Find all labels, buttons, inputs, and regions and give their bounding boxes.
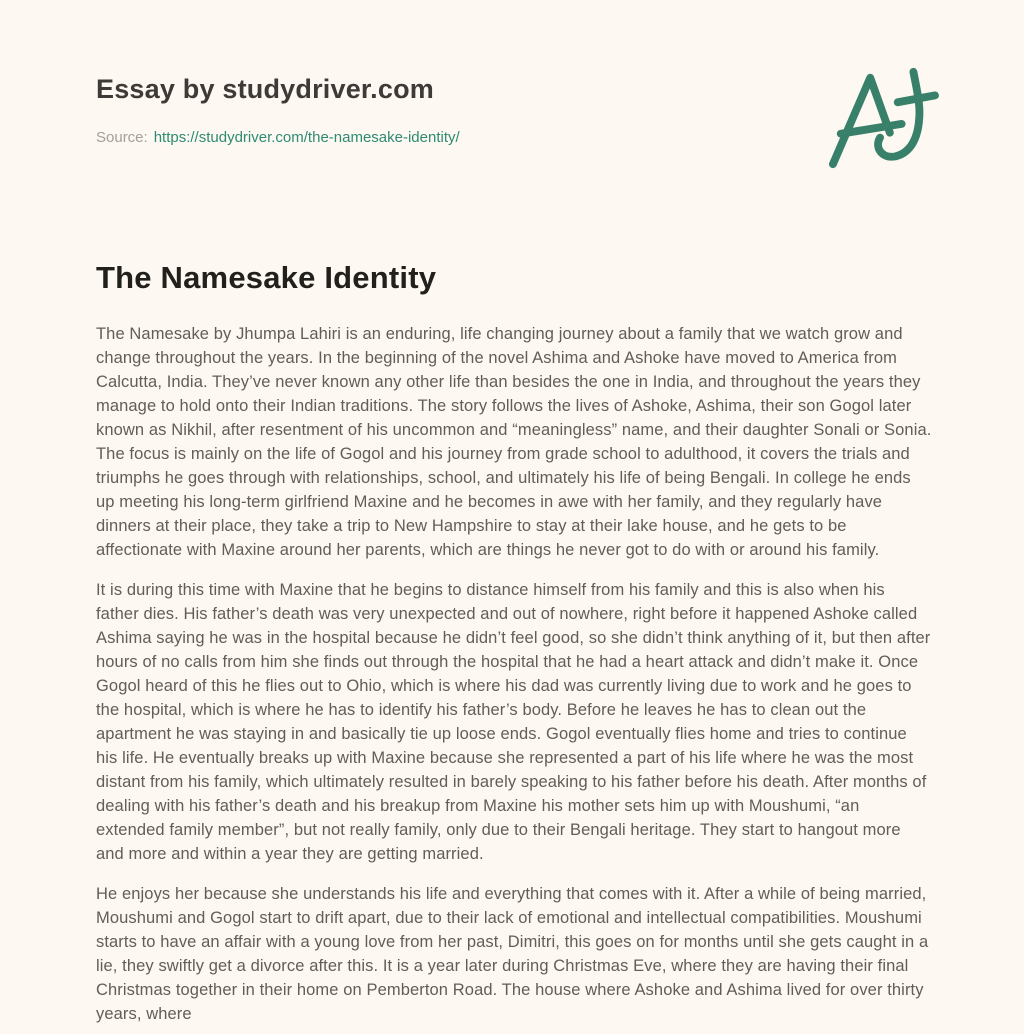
source-label: Source: — [96, 128, 148, 146]
essay-paragraph: The Namesake by Jhumpa Lahiri is an enduring, life changing journey about a family that we watch grow and change throughout the years. In the beginning of the novel Ashima and Ashoke have moved to America from Calcutta, India. They’ve never known any other life than besides the one in India, and throughout the years they manage to hold onto their Indian traditions. The story follows the lives of Ashoke, Ashima, their son Gogol later known as Nikhil, after resentment of his uncommon and “meaningless” name, and their daughter Sonali or Sonia. The focus is mainly on the life of Gogol and his journey from grade school to adulthood, it covers the trials and triumphs he goes through with relationships, school, and ultimately his life of being Bengali. In college he ends up meeting his long-term girlfriend Maxine and he becomes in awe with her family, and they regularly have dinners at their place, they take a trip to New Hampshire to stay at their lake house, and he gets to be affectionate with Maxine around her parents, which are things he never got to do with or around his family. — [96, 324, 932, 559]
site-heading: Essay by studydriver.com — [96, 74, 434, 104]
source-link[interactable]: https://studydriver.com/the-namesake-identity/ — [153, 128, 460, 146]
essay-paragraph: It is during this time with Maxine that he begins to distance himself from his family and this is also when his father dies. His father’s death was very unexpected and out of nowhere, right before it happened Ashoke called Ashima saying he was in the hospital because he didn’t feel good, so she didn’t think anything of it, but then after hours of no calls from him she finds out through the hospital that he had a heart attack and didn’t make it. Once Gogol heard of this he flies out to Ohio, which is where his dad was currently living due to work and he goes to the hospital, which is where he has to identify his father’s body. Before he leaves he has to clean out the apartment he was staying in and basically tie up loose ends. Gogol eventually flies home and tries to continue his life. He eventually breaks up with Maxine because she represented a part of his life where he was the most distant from his family, which ultimately resulted in barely speaking to his father before his death. After months of dealing with his father’s death and his breakup from Maxine his mother sets him up with Moushumi, “an extended family member”, but not really family, only due to their Bengali heritage. They start to hangout more and more and within a year they are getting married. — [96, 580, 931, 863]
a-plus-logo-strokes — [833, 72, 935, 164]
source-row — [96, 128, 932, 147]
essay-body — [96, 322, 932, 1026]
essay-title: The Namesake Identity — [96, 259, 437, 295]
essay-paragraph: He enjoys her because she understands his life and everything that comes with it. After a while of being married, Moushumi and Gogol start to drift apart, due to their lack of emotional and intellectual compatibilities. Moushumi starts to have an affair with a young love from her past, Dimitri, this goes on for months until she gets caught in a lie, they swiftly get a divorce after this. It is a year later during Christmas Eve, where they are having their final Christmas together in their home on Pemberton Road. The house where Ashoke and Ashima lived for over thirty years, where — [96, 884, 929, 1023]
studydriver-a-plus-logo — [822, 64, 942, 172]
